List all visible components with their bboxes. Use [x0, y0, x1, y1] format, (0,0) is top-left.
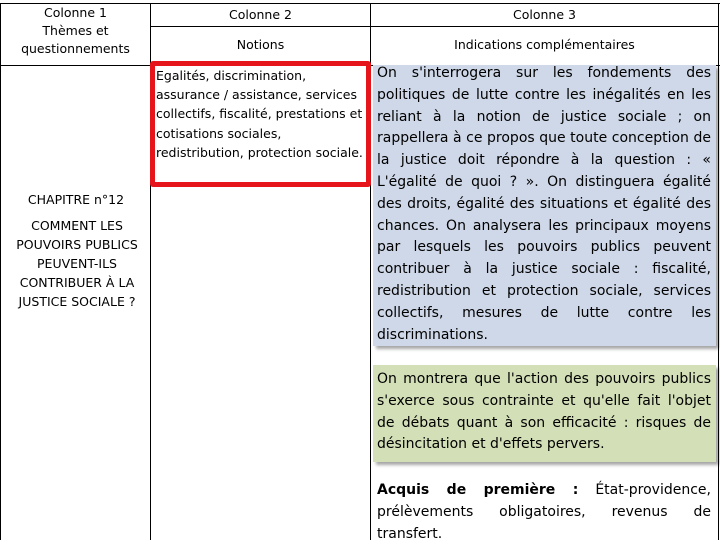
notions-text: Egalités, discrimination, assurance / assistance, services collectifs, fiscalité, prestations et cotisations sociales, redistribution, protection sociale. — [156, 68, 363, 160]
acquis-label: Acquis de première : — [377, 482, 579, 498]
acquis-paragraph — [377, 480, 711, 545]
acquis-text: État-providence, prélèvements obligatoires, revenus de transfert. — [377, 482, 711, 542]
header-row-divider — [150, 26, 719, 27]
table-border-left — [0, 3, 1, 540]
col3-title: Colonne 3 — [513, 7, 576, 22]
chapter-label: CHAPITRE n°12 — [27, 192, 125, 207]
notions-highlight-frame — [150, 61, 371, 187]
indication-paragraph-1: On s'interrogera sur les fondements des politiques de lutte contre les inégalités en les reliant à la notion de justice sociale ; on rappellera à ce propos que toute conception de la justice doit répondre à la question : « L'égalité de quoi ? ». On distinguera égalité des droits, égalité des situations et égalité des chances. On analysera les principaux moyens par lesquels les pouvoirs publics peuvent contribuer à la justice sociale : fiscalité, redistribution et protection sociale, services collectifs, mesures de lutte contre les discriminations. — [377, 65, 711, 343]
col3-subtitle: Indications complémentaires — [454, 37, 635, 52]
col1-subtitle: Thèmes et questionnements — [21, 23, 130, 56]
indication-paragraph-2: On montrera que l'action des pouvoirs publics s'exerce sous contrainte et qu'elle fait l'objet de débats quant à son efficacité : risques de désincitation et d'effets pervers. — [377, 371, 711, 453]
col2-title: Colonne 2 — [229, 7, 292, 22]
table-border-right — [718, 3, 719, 540]
col1-title: Colonne 1 — [44, 5, 107, 20]
chapter-question: COMMENT LES POUVOIRS PUBLICS PEUVENT-ILS CONTRIBUER À LA JUSTICE SOCIALE ? — [16, 218, 138, 309]
col1-header — [1, 4, 150, 64]
col2-subtitle: Notions — [236, 37, 285, 52]
